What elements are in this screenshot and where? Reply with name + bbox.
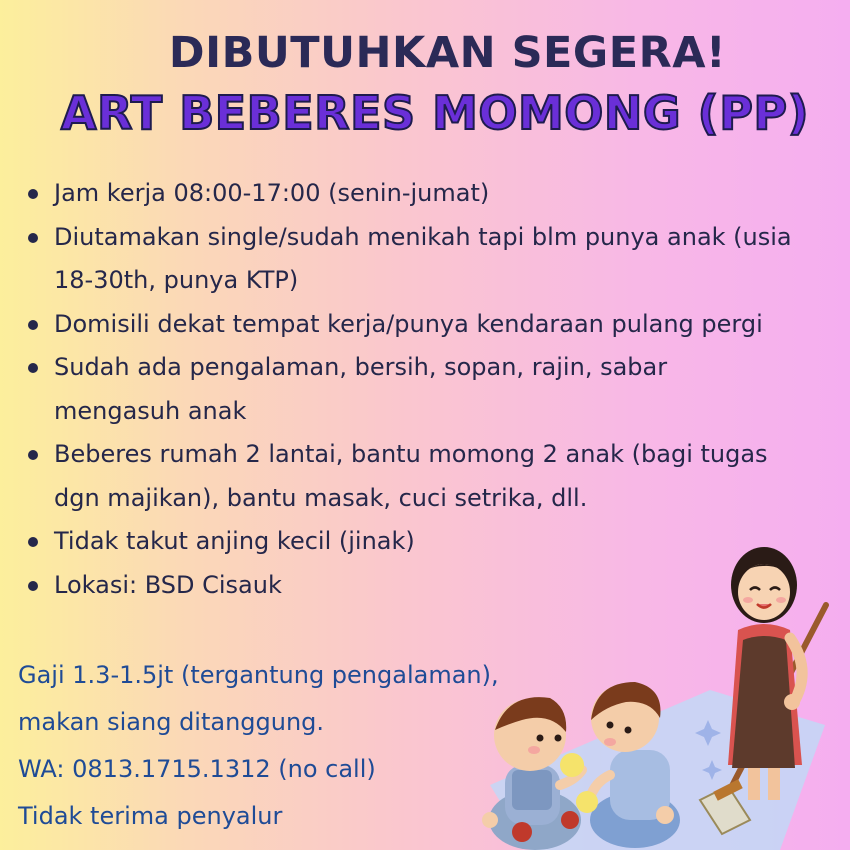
salary-text: Gaji 1.3-1.5jt (tergantung pengalaman), — [18, 661, 499, 689]
no-agent-note: Tidak terima penyalur — [18, 802, 283, 830]
bullet-icon — [28, 537, 38, 547]
contact-info — [18, 652, 499, 840]
list-item — [28, 303, 794, 347]
list-item — [28, 433, 794, 520]
maid-with-children-illustration — [450, 520, 850, 850]
list-item — [28, 346, 754, 433]
requirement-text: Lokasi: BSD Cisauk — [54, 570, 282, 599]
whatsapp-contact: WA: 0813.1715.1312 (no call) — [18, 755, 376, 783]
meal-text: makan siang ditanggung. — [18, 708, 325, 736]
headline: DIBUTUHKAN SEGERA! — [168, 28, 727, 78]
bullet-icon — [28, 189, 38, 199]
bullet-icon — [28, 320, 38, 330]
job-title: ART BEBERES MOMONG (PP) — [60, 86, 810, 140]
requirement-text: Domisili dekat tempat kerja/punya kendaraan pulang pergi — [54, 309, 763, 338]
bullet-icon — [28, 363, 38, 373]
bullet-icon — [28, 450, 38, 460]
requirement-text: Diutamakan single/sudah menikah tapi blm punya anak (usia 18-30th, punya KTP) — [54, 222, 792, 294]
list-item — [28, 172, 828, 216]
list-item — [28, 216, 824, 303]
requirement-text: Jam kerja 08:00-17:00 (senin-jumat) — [54, 179, 490, 207]
requirement-text: Beberes rumah 2 lantai, bantu momong 2 anak (bagi tugas dgn majikan), bantu masak, cuci setrika, dll. — [54, 440, 768, 512]
requirement-text: Tidak takut anjing kecil (jinak) — [54, 527, 415, 555]
bullet-icon — [28, 581, 38, 591]
bullet-icon — [28, 233, 38, 243]
requirement-text: Sudah ada pengalaman, bersih, sopan, rajin, sabar mengasuh anak — [54, 353, 668, 425]
